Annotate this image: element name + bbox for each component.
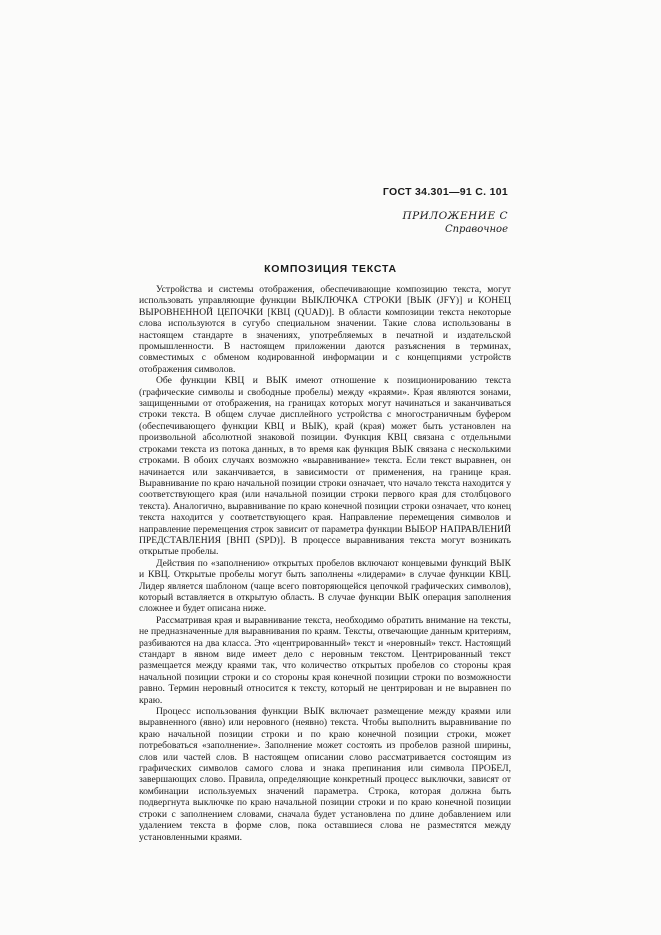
appendix-title: ПРИЛОЖЕНИЕ С [402, 210, 508, 222]
paragraph: Действия по «заполнению» открытых пробелов включают концевыми функций ВЫК и КВЦ. Открытые пробелы могут быть заполнены «лидерами» в случае функции КВЦ. Лидер является шаблоном (чаще всего повторяющейся цепочкой графических символов), который вставляется в открытую область. В случае функции ВЫК операция заполнения сложнее и будет описана ниже. [139, 557, 511, 615]
body-text [139, 284, 511, 843]
section-title: КОМПОЗИЦИЯ ТЕКСТА [264, 263, 397, 275]
paragraph: Устройства и системы отображения, обеспечивающие композицию текста, могут использовать управляющие функции ВЫКЛЮЧКА СТРОКИ [ВЫК (JFY)] и КОНЕЦ ВЫРОВНЕННОЙ ЦЕПОЧКИ [КВЦ (QUAD)]. В области композиции текста некоторые слова используются в сугубо специальном значении. Такие слова использованы в настоящем стандарте в значениях, употребляемых в печатной и издательской промышленности. В настоящем приложении даются разъяснения в терминах, совместимых с обменом кодированной информации и с концепциями устройств отображения символов. [139, 284, 511, 375]
paragraph: Рассматривая края и выравнивание текста, необходимо обратить внимание на тексты, не предназначенные для выравнивания по краям. Тексты, отвечающие данным критериям, разбиваются на два класса. Это «центрированный» текст и «неровный» текст. Настоящий стандарт в явном виде имеет дело с неровным текстом. Центрированный текст размещается между краями так, что количество открытых пробелов со стороны края начальной позиции строки и со стороны края конечной позиции строки по возможности равно. Термин неровный относится к тексту, который не центрирован и не выравнен по краю. [139, 614, 511, 706]
appendix-block [402, 210, 508, 235]
standard-header: ГОСТ 34.301—91 С. 101 [382, 186, 508, 198]
paragraph: Обе функции КВЦ и ВЫК имеют отношение к позиционированию текста (графические символы и свободные пробелы) между «краями». Края являются зонами, защищенными от отображения, на границах которых могут начинаться и заканчиваться строки текста. В общем случае дисплейного устройства с многостраничным буфером (обеспечивающего функции КВЦ и ВЫК), край (края) может быть установлен на произвольной абсолютной знаковой позиции. Функция КВЦ связана с отдельными строками текста из потока данных, в то время как функция ВЫК связана с несколькими строками. В обоих случаях возможно «выравнивание» текста. Если текст выравнен, он начинается или заканчивается, в зависимости от применения, на границе края. Выравнивание по краю начальной позиции строки означает, что начало текста находится у соответствующего края (или начальной позиции строки первого края для столбцового текста). Аналогично, выравнивание по краю конечной позиции строки означает, что конец текста находится у соответствующего края. Направление перемещения символов и направление перемещения строк зависит от параметра функции ВЫБОР НАПРАВЛЕНИЙ ПРЕДСТАВЛЕНИЯ [ВНП (SPD)]. В процессе выравнивания текста могут возникать открытые пробелы. [139, 375, 511, 558]
appendix-subtitle: Справочное [444, 224, 508, 235]
paragraph: Процесс использования функции ВЫК включает размещение между краями или выравненного (явно) или неровного (неявно) текста. Чтобы выполнить выравнивание по краю начальной позиции строки и по краю конечной позиции строки, может потребоваться «заполнение». Заполнение может состоять из пробелов разной ширины, слов или частей слов. В настоящем описании слово рассматривается состоящим из графических символов самого слова и знака препинания или символа ПРОБЕЛ, завершающих слово. Правила, определяющие конкретный процесс выключки, зависят от комбинации используемых значений параметра. Строка, которая должна быть подвергнута выключке по краю начальной позиции строки и по краю конечной позиции строки с заполнением словами, сначала будет установлена по длине добавлением или удалением текста в форме слов, пока оставшиеся слова не разместятся между установленными краями. [139, 706, 511, 843]
